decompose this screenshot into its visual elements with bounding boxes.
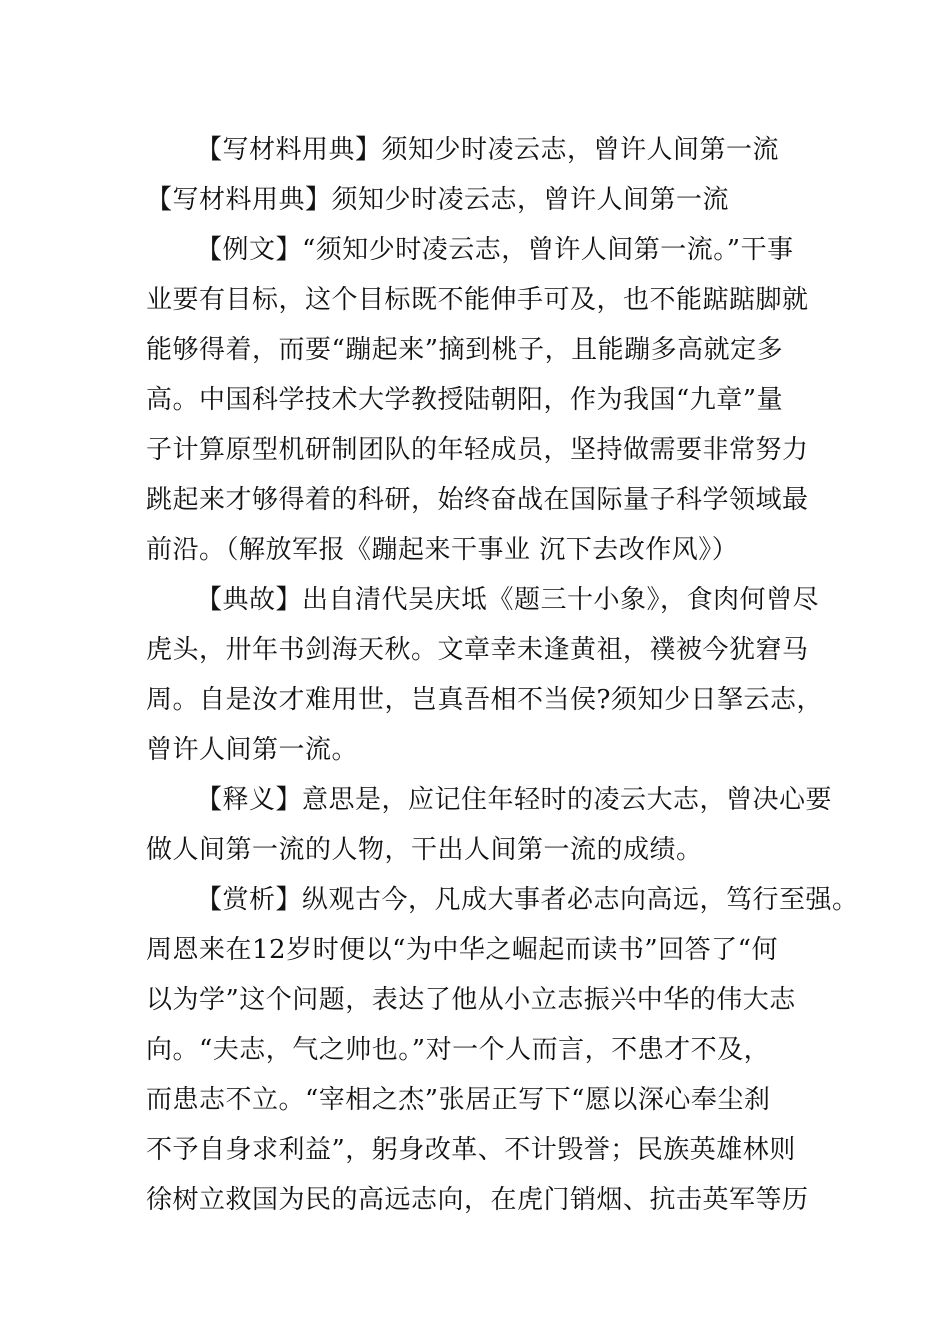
text-line: 而患志不立。“宰相之杰”张居正写下“愿以深心奉尘刹 — [146, 1085, 771, 1115]
text-line: 【典故】出自清代吴庆坻《题三十小象》，食肉何曾尽 — [196, 585, 820, 615]
doc-title: 【写材料用典】须知少时凌云志，曾许人间第一流 — [196, 135, 780, 165]
text-line: 高。中国科学技术大学教授陆朝阳，作为我国“九章”量 — [146, 385, 784, 415]
text-line: 子计算原型机研制团队的年轻成员，坚持做需要非常努力 — [146, 435, 809, 465]
text-line: 业要有目标，这个目标既不能伸手可及，也不能踮踮脚就 — [146, 285, 809, 315]
text-line: 曾许人间第一流。 — [146, 735, 359, 765]
text-line: 以为学”这个问题，表达了他从小立志振兴中华的伟大志 — [146, 985, 796, 1015]
text-line: 【赏析】纵观古今，凡成大事者必志向高远，笃行至强。 — [196, 885, 859, 915]
doc-subtitle: 【写材料用典】须知少时凌云志，曾许人间第一流 — [146, 185, 730, 215]
text-line: 周。自是汝才难用世，岂真吾相不当侯?须知少日拏云志， — [146, 685, 823, 715]
text-line: 前沿。（解放军报《蹦起来干事业 沉下去改作风》） — [146, 535, 739, 565]
text-line: 向。“夫志，气之帅也。”对一个人而言，不患才不及， — [146, 1035, 771, 1065]
text-line: 跳起来才够得着的科研，始终奋战在国际量子科学领域最 — [146, 485, 809, 515]
text-line: 【例文】“须知少时凌云志，曾许人间第一流。”干事 — [196, 235, 794, 265]
text-line: 做人间第一流的人物，干出人间第一流的成绩。 — [146, 835, 703, 865]
text-line: 周恩来在12岁时便以“为中华之崛起而读书”回答了“何 — [146, 935, 778, 965]
text-line: 徐树立救国为民的高远志向，在虎门销烟、抗击英军等历 — [146, 1185, 809, 1215]
text-line: 不予自身求利益”，躬身改革、不计毁誉；民族英雄林则 — [146, 1135, 796, 1165]
text-line: 【释义】意思是，应记住年轻时的凌云大志，曾决心要 — [196, 785, 833, 815]
text-line: 能够得着，而要“蹦起来”摘到桃子，且能蹦多高就定多 — [146, 335, 784, 365]
text-line: 虎头，卅年书剑海天秋。文章幸未逢黄祖，襆被今犹窘马 — [146, 635, 809, 665]
